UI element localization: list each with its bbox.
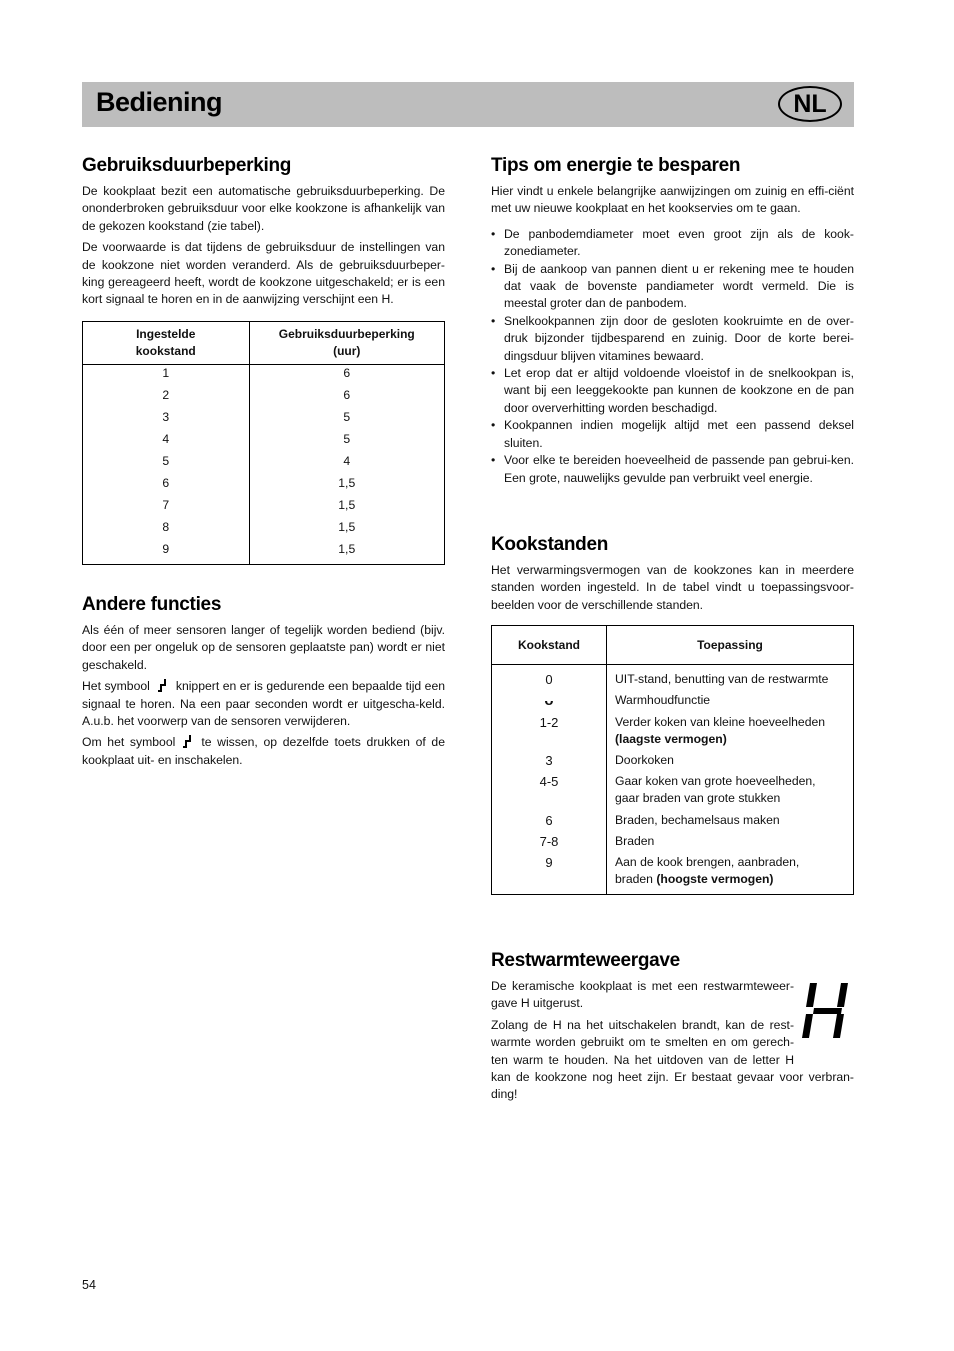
table-header-duration	[249, 321, 444, 364]
other-functions-section	[82, 594, 445, 773]
table-header-text: kookstand	[135, 343, 196, 358]
usage-limit-table	[82, 321, 445, 565]
usage-limit-paragraph-1: De kookplaat bezit een automatische gebruiksduurbeperking. De ononderbroken gebruiksduur voor elke kookzone is afhankelijk van de gekozen kookstand (zie tabel).	[82, 184, 445, 233]
paragraph-text: Om het symbool	[82, 735, 176, 750]
error-symbol-icon	[156, 678, 170, 692]
page-title: Bediening	[96, 87, 223, 117]
table-cell: 6	[83, 476, 250, 498]
table-cell: 6	[249, 388, 444, 410]
table-cell: 3	[83, 410, 250, 432]
table-row	[492, 688, 854, 709]
table-cell: 0	[492, 665, 607, 689]
table-cell	[607, 850, 854, 895]
header-bar	[82, 82, 854, 127]
table-cell: 5	[249, 432, 444, 454]
cell-text-bold: (laagste vermogen)	[615, 731, 727, 746]
table-cell: 6	[492, 808, 607, 829]
list-item: • Snelkookpannen zijn door de gesloten kookruimte en de over-druk bijzonder tijdbesparend en zuinig. Door de korte berei-dingsduur blijven vitamines bewaard.	[491, 313, 854, 365]
table-header-text: (uur)	[333, 343, 361, 358]
table-cell: 3	[492, 748, 607, 769]
table-row	[83, 410, 445, 432]
list-item: • Let erop dat er altijd voldoende vloeistof in de snelkookpan is, want bij een leeggekookte pan kunnen de kookzone en de pan door oververhitting worden beschadigd.	[491, 365, 854, 417]
cell-text: Verder koken van kleine hoeveelheden	[615, 714, 826, 729]
table-row	[83, 364, 445, 388]
table-header-level: Kookstand	[492, 626, 607, 665]
table-header-text: Gebruiksduurbeperking	[278, 326, 415, 341]
residual-heat-paragraph-1: De keramische kookplaat is met een restwarmteweer-gave H uitgerust.	[491, 979, 794, 1011]
other-functions-paragraph-2	[82, 678, 445, 730]
table-cell: 9	[492, 850, 607, 895]
residual-heat-paragraph-2	[491, 1017, 854, 1104]
language-badge: NL	[778, 86, 842, 122]
table-cell: 1-2	[492, 710, 607, 748]
cooking-levels-heading: Kookstanden	[491, 534, 609, 555]
cooking-levels-intro: Het verwarmingsvermogen van de kookzones kan in meerdere standen worden ingesteld. In de tabel vindt u toepassingsvoor-beelden voor de verschillende standen.	[491, 563, 854, 612]
table-cell: 2	[83, 388, 250, 410]
usage-limit-paragraph-2: De voorwaarde is dat tijdens de gebruiksduur de instellingen van de kookzone niet worden veranderd. Als de gebruiksduurbeper-king gereageerd heeft, wordt de kookzone uitgeschakeld; er is een kort signaal te horen en in de aanwijzing verschijnt een H.	[82, 240, 445, 307]
table-cell: 4	[83, 432, 250, 454]
table-cell: 4	[249, 454, 444, 476]
table-cell: 1,5	[249, 542, 444, 565]
energy-tips-section	[491, 155, 854, 487]
table-row	[83, 454, 445, 476]
energy-tips-heading: Tips om energie te besparen	[491, 155, 741, 176]
table-header-application: Toepassing	[607, 626, 854, 665]
table-cell: 5	[249, 410, 444, 432]
table-cell: 9	[83, 542, 250, 565]
energy-tips-list	[491, 226, 854, 487]
list-item: • De panbodemdiameter moet even groot zijn als de kook-zonediameter.	[491, 226, 854, 261]
table-cell: 1,5	[249, 476, 444, 498]
usage-limit-heading: Gebruiksduurbeperking	[82, 155, 292, 176]
table-row	[83, 432, 445, 454]
table-row	[83, 388, 445, 410]
table-cell	[607, 710, 854, 748]
paragraph-text: Zolang de H na het uitschakelen brandt, kan de rest-warmte worden gebruikt om te smelten en om gerech-ten warm te houden. Na het uitdoven van de letter H kan de kookzone nog heet zijn. Er bestaat gevaar voor verbran-ding!	[491, 1017, 854, 1102]
residual-heat-body	[491, 978, 854, 1104]
page-number: 54	[82, 1278, 96, 1292]
table-cell: Doorkoken	[607, 748, 854, 769]
table-cell: Warmhoudfunctie	[607, 688, 854, 709]
table-cell: Braden, bechamelsaus maken	[607, 808, 854, 829]
table-header-setting	[83, 321, 250, 364]
table-cell: Braden	[607, 829, 854, 850]
table-row	[83, 542, 445, 565]
cell-text: gaar braden van grote stukken	[615, 791, 781, 806]
cooking-levels-section	[491, 534, 854, 895]
table-cell: UIT-stand, benutting van de restwarmte	[607, 665, 854, 689]
table-header-text: Ingestelde	[136, 326, 196, 341]
table-cell: 8	[83, 520, 250, 542]
table-row	[83, 476, 445, 498]
error-symbol-icon	[181, 734, 195, 748]
cell-text-bold: (hoogste vermogen)	[656, 872, 774, 887]
table-cell: 7-8	[492, 829, 607, 850]
list-item: • Voor elke te bereiden hoeveelheid de passende pan gebrui-ken. Een grote, nauwelijks gevulde pan verbruikt veel energie.	[491, 452, 854, 487]
table-row	[492, 808, 854, 829]
residual-heat-h-icon	[802, 980, 852, 1042]
table-row	[492, 665, 854, 689]
cell-text: braden	[615, 872, 653, 887]
other-functions-heading: Andere functies	[82, 594, 222, 615]
other-functions-paragraph-3	[82, 734, 445, 769]
table-cell: 1	[83, 364, 250, 388]
list-item: • Kookpannen indien mogelijk altijd met een passend deksel sluiten.	[491, 417, 854, 452]
residual-heat-heading: Restwarmteweergave	[491, 950, 680, 971]
table-cell: 1,5	[249, 498, 444, 520]
cell-text: Aan de kook brengen, aanbraden,	[615, 855, 800, 870]
paragraph-text: Het symbool	[82, 679, 150, 694]
cooking-levels-table	[491, 625, 854, 895]
paragraph-text: te wissen, op dezelfde toets drukken of de kookplaat uit- en inschakelen.	[82, 735, 445, 767]
table-row	[83, 520, 445, 542]
table-cell: 5	[83, 454, 250, 476]
table-cell: 6	[249, 364, 444, 388]
table-row	[83, 498, 445, 520]
cell-text: Gaar koken van grote hoeveelheden,	[615, 774, 816, 789]
energy-tips-intro: Hier vindt u enkele belangrijke aanwijzingen om zuinig en effi-ciënt met uw nieuwe kookplaat en het kookservies om te gaan.	[491, 184, 854, 216]
table-row	[492, 769, 854, 807]
other-functions-paragraph-1: Als één of meer sensoren langer of tegelijk worden bediend (bijv. door een per ongeluk op de sensoren geplaatste pan) wordt er niet geschakeld.	[82, 623, 445, 672]
usage-limit-section	[82, 155, 445, 565]
table-row	[492, 850, 854, 895]
table-row	[492, 710, 854, 748]
table-cell	[607, 769, 854, 807]
residual-heat-section	[491, 950, 854, 1108]
paragraph-text: knippert en er is gedurende een bepaalde tijd een signaal te horen. Na een paar seconden wordt er uitgescha-keld. A.u.b. het voorwerp van de sensoren verwijderen.	[82, 679, 446, 729]
list-item: • Bij de aankoop van pannen dient u er rekening mee te houden dat vaak de bovenste pandiameter wordt vermeld. Die is meestal groter dan de panbodem.	[491, 261, 854, 313]
table-cell: 1,5	[249, 520, 444, 542]
table-row	[492, 829, 854, 850]
table-row	[492, 748, 854, 769]
table-cell: 7	[83, 498, 250, 520]
keep-warm-symbol-icon: ᴗ	[492, 688, 607, 709]
table-cell: 4-5	[492, 769, 607, 807]
